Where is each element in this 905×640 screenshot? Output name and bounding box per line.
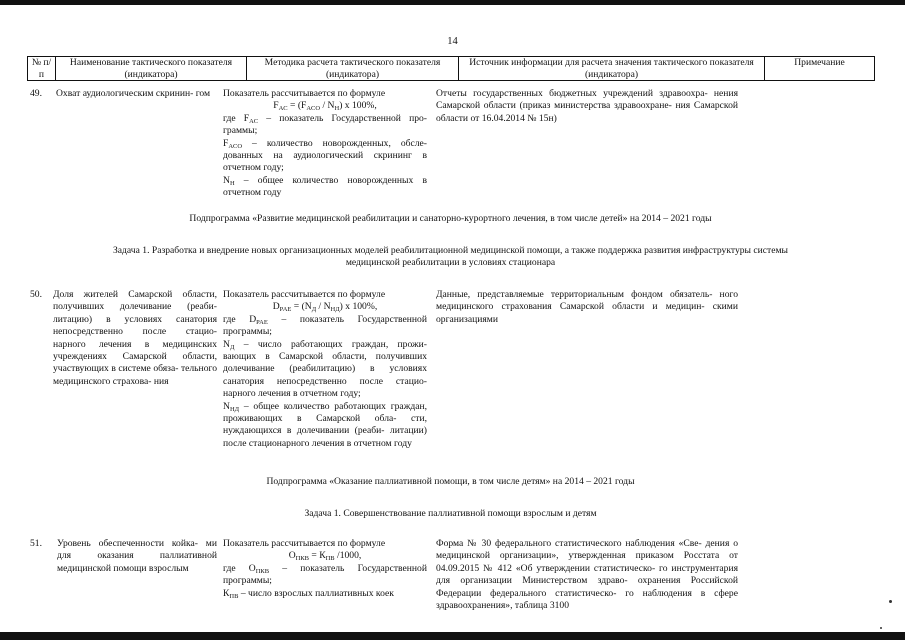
- row-50-source: Данные, представляемые территориальным фондом обязатель- ного медицинского страхования Самарской области и медицин- скими организациями: [436, 289, 738, 325]
- row-50-number: 50.: [30, 289, 42, 300]
- method-definition: где $О_{ПКВ}$ – показатель Государственной программы;: [223, 562, 427, 587]
- method-definition: $N_{НД}$ – общее количество работающих граждан, проживающих в Самарской обла- сти, нуждающихся в долечивании (реаби- литации) после стационарного лечения в отчетном году: [223, 400, 427, 449]
- row-51-method: [223, 538, 427, 600]
- header-method: Методика расчета тактического показателя (индикатора): [247, 57, 459, 81]
- header-note: Примечание: [765, 57, 875, 81]
- method-definition: где $D_{PAE}$ – показатель Государственной программы;: [223, 313, 427, 338]
- row-49-name: Охват аудиологическим скринин- гом: [56, 88, 211, 99]
- row-49-number: 49.: [30, 88, 42, 99]
- subprogram-heading: Подпрограмма «Оказание паллиативной помощи, в том числе детям» на 2014 – 2021 годы: [266, 476, 635, 487]
- method-definition: $К_{ПВ}$ – число взрослых паллиативных коек: [223, 587, 394, 600]
- formula: $F_{AC} = (F_{ACO} / N_Н)$ х 100%,: [273, 100, 377, 113]
- header-source: Источник информации для расчета значения тактического показателя (индикатора): [459, 57, 765, 81]
- formula: $О_{ПКВ} = К_{ПВ}$ /1000,: [288, 550, 362, 563]
- row-50-method: [223, 289, 427, 450]
- bottom-border: [0, 632, 905, 640]
- formula: $D_{PAE} = (N_Д / N_{НД})$ х 100%,: [272, 301, 378, 314]
- scan-speck: [880, 627, 882, 629]
- row-50-name: Доля жителей Самарской области, получивших долечивание (реаби- литацию) в условиях санатория непосредственно после стацио- нарного лечения в медицинских учреждениях Самарской области, участвующих в системе обяза- тельного медицинского страхова- ния: [53, 289, 217, 387]
- method-definition: $N_Д$ – число работающих граждан, прожи- вающих в Самарской области, получивших долечивание (реабилитацию) в условиях санатория непосредственно после стацио- нарного лечения в отчетном году;: [223, 338, 427, 400]
- row-51-source: Форма № 30 федерального статистического наблюдения «Све- дения о медицинской организации», утвержденная приказом Росстата от 04.09.2015 № 412 «Об утверждении статистическо- го инструментария для организации Министерством здраво- охранения Российской Федерации федерального статистическо- го наблюдения в сфере здравоохранения», таблица 3100: [436, 538, 738, 612]
- task-heading-line1: Задача 1. Разработка и внедрение новых организационных моделей реабилитационной медицинской помощи, а также поддержка развития инфраструктуры системы: [112, 245, 789, 256]
- table-header: [27, 56, 875, 81]
- method-intro: Показатель рассчитывается по формуле: [223, 538, 386, 549]
- row-51-name: Уровень обеспеченности койка- ми для оказания паллиативной медицинской помощи взрослым: [57, 538, 217, 574]
- subprogram-heading: Подпрограмма «Развитие медицинской реабилитации и санаторно-курортного лечения, в том числе детей» на 2014 – 2021 годы: [189, 213, 712, 224]
- method-definition: $F_{ACO}$ – количество новорожденных, обсле- дованных на аудиологический скрининг в отчетном году;: [223, 137, 427, 174]
- row-49-method: [223, 88, 427, 200]
- row-51-number: 51.: [30, 538, 42, 549]
- method-definition: где $F_{AC}$ – показатель Государственной про- граммы;: [223, 112, 427, 137]
- header-indicator-name: Наименование тактического показателя (индикатора): [56, 57, 247, 81]
- task-heading: Задача 1. Совершенствование паллиативной помощи взрослым и детям: [304, 508, 597, 519]
- method-intro: Показатель рассчитывается по формуле: [223, 88, 386, 99]
- header-number: № п/п: [28, 57, 56, 81]
- row-49-source: Отчеты государственных бюджетных учреждений здравоохра- нения Самарской области (приказ министерства здравоохране- ния Самарской области от 16.04.2014 № 15н): [436, 88, 738, 124]
- scan-speck: [889, 600, 892, 603]
- top-border: [0, 0, 905, 5]
- page-number: 14: [447, 36, 458, 47]
- method-intro: Показатель рассчитывается по формуле: [223, 289, 386, 300]
- method-definition: $N_Н$ – общее количество новорожденных в отчетном году: [223, 174, 427, 199]
- task-heading-line2: медицинской реабилитации в условиях стационара: [345, 257, 556, 268]
